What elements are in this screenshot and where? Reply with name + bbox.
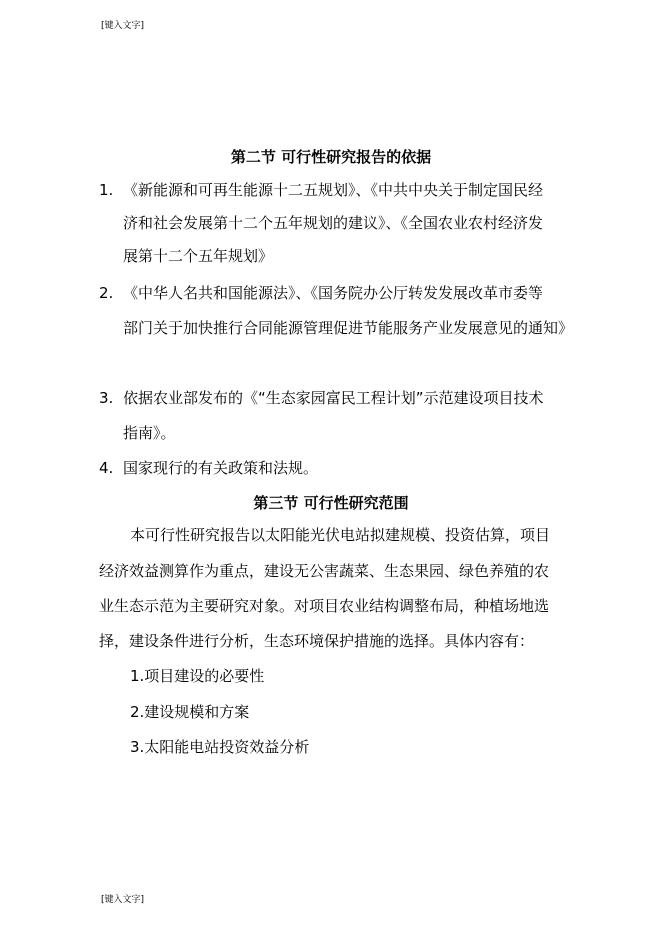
list-item-line: 展第十二个五年规划》 (123, 247, 274, 265)
list-item-line: 国家现行的有关政策和法规。 (123, 459, 319, 477)
list-item: 1.项目建设的必要性 (130, 667, 265, 685)
page-footer: [键入文字] (101, 895, 145, 905)
list-item-number: 3. (99, 389, 114, 407)
paragraph-line: 经济效益测算作为重点，建设无公害蔬菜、生态果园、绿色养殖的农 (99, 562, 550, 580)
list-item-number: 1. (99, 181, 114, 199)
list-item-number: 4. (99, 459, 114, 477)
list-item-line: 部门关于加快推行合同能源管理促进节能服务产业发展意见的通知》 (123, 319, 574, 337)
section-2-title: 第二节 可行性研究报告的依据 (230, 148, 432, 166)
list-item: 3.太阳能电站投资效益分析 (130, 738, 310, 756)
list-item-line: 《新能源和可再生能源十二五规划》、《中共中央关于制定国民经 (123, 181, 544, 199)
list-item-line: 指南》。 (123, 424, 176, 442)
list-item-line: 济和社会发展第十二个五年规划的建议》、《全国农业农村经济发 (123, 214, 544, 232)
list-item-line: 《中华人名共和国能源法》、《国务院办公厅转发发展改革市委等 (123, 284, 544, 302)
list-item-line: 依据农业部发布的《“生态家园富民工程计划”示范建设项目技术 (123, 389, 544, 407)
paragraph-line: 择，建设条件进行分析，生态环境保护措施的选择。具体内容有： (99, 632, 535, 650)
paragraph-line: 业生态示范为主要研究对象。对项目农业结构调整布局，种植场地选 (99, 597, 550, 615)
section-3-title: 第三节 可行性研究范围 (253, 494, 409, 512)
list-item: 2.建设规模和方案 (130, 703, 250, 721)
list-item-number: 2. (99, 284, 114, 302)
page-header: [键入文字] (101, 21, 145, 31)
paragraph-line: 本可行性研究报告以太阳能光伏电站拟建规模、投资估算，项目 (130, 526, 551, 544)
